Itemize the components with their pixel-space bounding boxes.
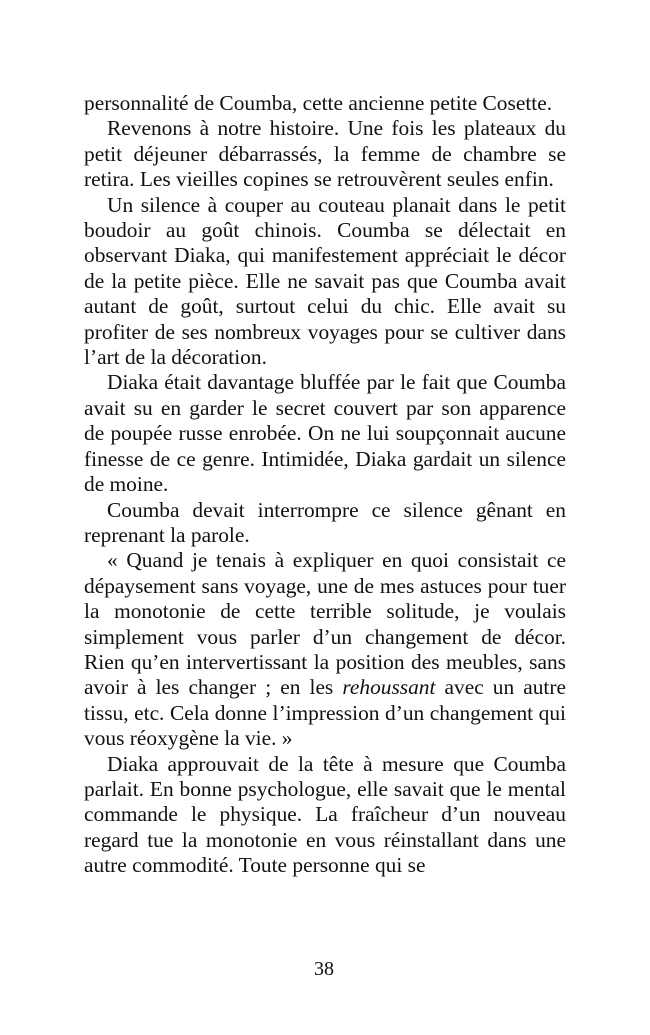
quote-text-before: « Quand je tenais à expliquer en quoi consistait ce dépaysement sans voyage, une de mes astuces pour tuer la monotonie de cette terrible solitude, je voulais simplement vous parler d’un changement de décor. Rien qu’en intervertissant la position des meubles, sans avoir à les changer ; en les [84, 548, 566, 700]
quote-paragraph [84, 548, 566, 751]
paragraph: Diaka était davantage bluffée par le fait que Coumba avait su en garder le secret couvert par son apparence de poupée russe enrobée. On ne lui soupçonnait aucune finesse de ce genre. Intimidée, Diaka gardait un silence de moine. [84, 370, 566, 497]
paragraph: Diaka approuvait de la tête à mesure que Coumba parlait. En bonne psychologue, elle savait que le mental commande le physique. La fraîcheur d’un nouveau regard tue la monotonie en vous réinstallant dans une autre commodité. Toute personne qui se [84, 751, 566, 878]
quote-italic-word: rehoussant [342, 675, 436, 700]
page-body [84, 91, 566, 879]
quote-text-after: avec un autre tissu, etc. Cela donne l’impression d’un changement qui vous réoxygène la vie. » [84, 675, 566, 751]
paragraph: Un silence à couper au couteau planait dans le petit boudoir au goût chinois. Coumba se délectait en observant Diaka, qui manifestement appréciait le décor de la petite pièce. Elle ne savait pas que Coumba avait autant de goût, surtout celui du chic. Elle avait su profiter de ses nombreux voyages pour se cultiver dans l’art de la décoration. [84, 192, 566, 370]
paragraph-continued: personnalité de Coumba, cette ancienne petite Cosette. [84, 91, 553, 115]
page-number: 38 [314, 958, 334, 980]
paragraph: Coumba devait interrompre ce silence gênant en reprenant la parole. [84, 497, 566, 547]
paragraph: Revenons à notre histoire. Une fois les plateaux du petit déjeuner débarrassés, la femme de chambre se retira. Les vieilles copines se retrouvèrent seules enfin. [84, 116, 566, 192]
